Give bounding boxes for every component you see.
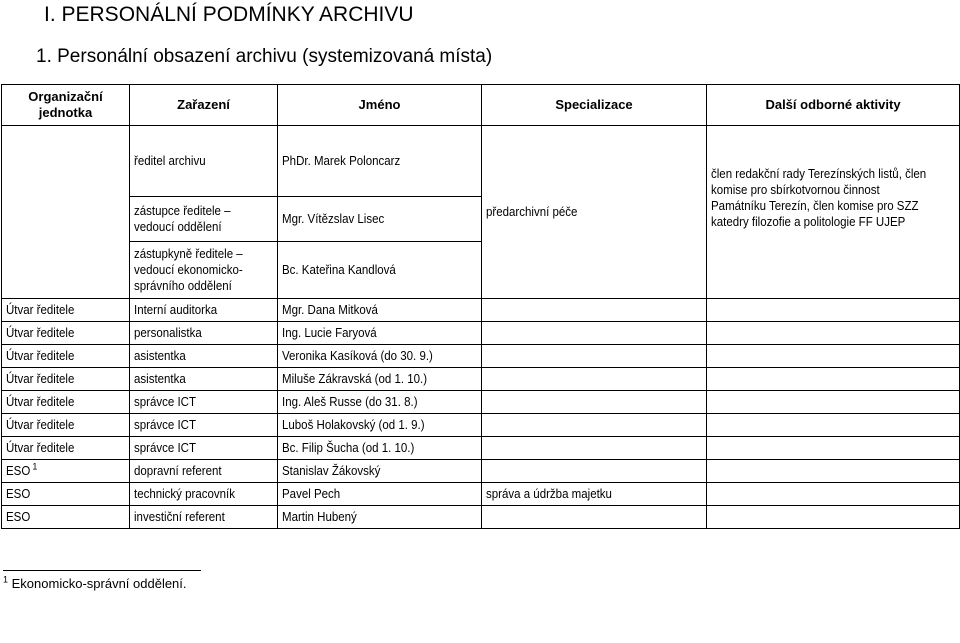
cell-org	[2, 414, 130, 437]
cell-specialization	[482, 345, 707, 368]
cell-org	[2, 460, 130, 483]
cell-specialization	[482, 391, 707, 414]
org-text: Útvar ředitele	[6, 395, 75, 409]
cell-org	[2, 299, 130, 322]
cell-specialization	[482, 299, 707, 322]
cell-activities	[707, 437, 960, 460]
table-row	[2, 368, 960, 391]
cell-org	[2, 322, 130, 345]
cell-name	[278, 242, 482, 299]
cell-activities	[707, 391, 960, 414]
cell-activities	[707, 368, 960, 391]
role-text: technický pracovník	[134, 487, 235, 501]
role-text: asistentka	[134, 372, 186, 386]
org-text: ESO	[6, 510, 31, 524]
section-heading: I. PERSONÁLNÍ PODMÍNKY ARCHIVU	[44, 3, 414, 26]
table-row	[2, 322, 960, 345]
cell-role	[130, 345, 278, 368]
cell-org	[2, 126, 130, 299]
cell-name	[278, 322, 482, 345]
table-row	[2, 414, 960, 437]
cell-role	[130, 242, 278, 299]
header-specialization: Specializace	[482, 85, 707, 126]
cell-activities	[707, 322, 960, 345]
cell-org	[2, 368, 130, 391]
name-text: PhDr. Marek Poloncarz	[282, 154, 401, 168]
org-text: Útvar ředitele	[6, 303, 75, 317]
footnote-mark: 1	[3, 574, 9, 585]
cell-name	[278, 391, 482, 414]
staff-table	[1, 84, 960, 529]
role-text: asistentka	[134, 349, 186, 363]
header-position: Zařazení	[130, 85, 278, 126]
cell-org	[2, 437, 130, 460]
table-body	[2, 299, 960, 529]
cell-role	[130, 460, 278, 483]
table-row	[2, 437, 960, 460]
specialization-text: správa a údržba majetku	[486, 487, 612, 501]
cell-role	[130, 414, 278, 437]
org-text: Útvar ředitele	[6, 441, 75, 455]
cell-role	[130, 197, 278, 242]
cell-activities	[707, 483, 960, 506]
subsection-heading: 1. Personální obsazení archivu (systemizovaná místa)	[36, 46, 493, 67]
table-row	[2, 460, 960, 483]
org-text: ESO	[6, 464, 31, 478]
cell-name	[278, 483, 482, 506]
org-text: ESO	[6, 487, 31, 501]
org-text: Útvar ředitele	[6, 349, 75, 363]
org-text: Útvar ředitele	[6, 372, 75, 386]
cell-role	[130, 299, 278, 322]
header-org-unit: Organizační jednotka	[2, 85, 130, 126]
role-text: zástupkyně ředitele – vedoucí ekonomicko-správního oddělení	[134, 247, 243, 293]
role-text: personalistka	[134, 326, 202, 340]
cell-role	[130, 437, 278, 460]
cell-name	[278, 460, 482, 483]
cell-name	[278, 126, 482, 197]
footnote-text: Ekonomicko-správní oddělení.	[11, 576, 187, 591]
cell-role	[130, 391, 278, 414]
cell-name	[278, 437, 482, 460]
table-row	[2, 506, 960, 529]
name-text: Mgr. Dana Mitková	[282, 303, 378, 317]
role-text: dopravní referent	[134, 464, 222, 478]
name-text: Stanislav Žákovský	[282, 464, 381, 478]
role-text: správce ICT	[134, 418, 196, 432]
table-row	[2, 345, 960, 368]
role-text: správce ICT	[134, 395, 196, 409]
cell-specialization	[482, 368, 707, 391]
specialization-text: předarchivní péče	[486, 205, 578, 219]
cell-specialization	[482, 483, 707, 506]
cell-org	[2, 483, 130, 506]
table-row	[2, 126, 960, 197]
cell-specialization	[482, 126, 707, 299]
name-text: Mgr. Vítězslav Lisec	[282, 212, 385, 226]
table-header-row	[2, 85, 960, 126]
cell-org	[2, 391, 130, 414]
name-text: Pavel Pech	[282, 487, 341, 501]
cell-role	[130, 322, 278, 345]
name-text: Miluše Zákravská (od 1. 10.)	[282, 372, 428, 386]
cell-org	[2, 345, 130, 368]
footnote	[3, 576, 187, 591]
cell-name	[278, 197, 482, 242]
cell-specialization	[482, 414, 707, 437]
name-text: Luboš Holakovský (od 1. 9.)	[282, 418, 425, 432]
cell-specialization	[482, 322, 707, 345]
name-text: Bc. Filip Šucha (od 1. 10.)	[282, 441, 415, 455]
cell-activities	[707, 460, 960, 483]
table-row	[2, 483, 960, 506]
role-text: ředitel archivu	[134, 154, 206, 168]
org-text: Útvar ředitele	[6, 326, 75, 340]
name-text: Martin Hubený	[282, 510, 357, 524]
role-text: Interní auditorka	[134, 303, 218, 317]
cell-activities	[707, 299, 960, 322]
name-text: Bc. Kateřina Kandlová	[282, 263, 396, 277]
footnote-separator	[3, 570, 201, 571]
role-text: správce ICT	[134, 441, 196, 455]
cell-activities	[707, 126, 960, 299]
cell-role	[130, 506, 278, 529]
table-row	[2, 299, 960, 322]
cell-org	[2, 506, 130, 529]
header-activities: Další odborné aktivity	[707, 85, 960, 126]
cell-specialization	[482, 506, 707, 529]
cell-name	[278, 414, 482, 437]
cell-name	[278, 506, 482, 529]
name-text: Ing. Aleš Russe (do 31. 8.)	[282, 395, 418, 409]
cell-specialization	[482, 437, 707, 460]
org-text: Útvar ředitele	[6, 418, 75, 432]
cell-activities	[707, 506, 960, 529]
cell-specialization	[482, 460, 707, 483]
role-text: zástupce ředitele – vedoucí oddělení	[134, 204, 231, 234]
header-name: Jméno	[278, 85, 482, 126]
cell-role	[130, 368, 278, 391]
table-row	[2, 391, 960, 414]
role-text: investiční referent	[134, 510, 225, 524]
cell-role	[130, 483, 278, 506]
cell-name	[278, 345, 482, 368]
cell-name	[278, 368, 482, 391]
cell-role	[130, 126, 278, 197]
name-text: Veronika Kasíková (do 30. 9.)	[282, 349, 433, 363]
cell-name	[278, 299, 482, 322]
activities-text: člen redakční rady Terezínských listů, člen komise pro sbírkotvornou činnost Památníku Terezín, člen komise pro SZZ katedry filozofie a politologie FF UJEP	[711, 167, 927, 229]
cell-activities	[707, 345, 960, 368]
footnote-ref: 1	[32, 461, 38, 472]
name-text: Ing. Lucie Faryová	[282, 326, 377, 340]
cell-activities	[707, 414, 960, 437]
